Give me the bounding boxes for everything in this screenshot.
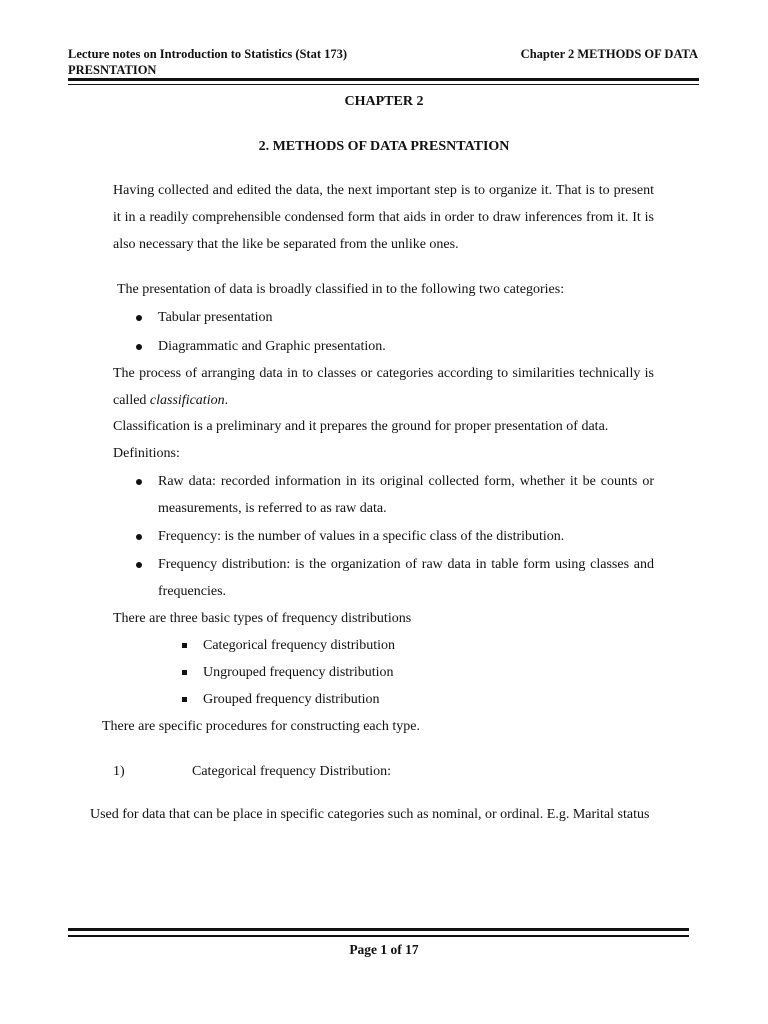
square-bullet-icon [182, 670, 187, 675]
bullet-icon [136, 344, 142, 350]
category-item: Tabular presentation [158, 310, 273, 325]
page-number: Page 1 of 17 [349, 942, 419, 957]
footer-rule-thin [68, 935, 689, 937]
header-rule-thick [68, 78, 699, 81]
definitions-label: Definitions: [113, 446, 180, 461]
procedures-note: There are specific procedures for constructing each type. [102, 719, 420, 734]
type-item: Categorical frequency distribution [203, 638, 396, 653]
bullet-icon [136, 479, 142, 485]
definition-item: Frequency distribution: is the organization of raw data in table form using classes and frequencies. [158, 557, 654, 599]
header-chapter-title: Chapter 2 METHODS OF DATA [520, 47, 698, 61]
classification-term: classification [149, 393, 225, 408]
header-course-title [68, 46, 398, 78]
classification-paragraph [113, 360, 654, 414]
header-rule-thin [68, 84, 699, 85]
header-left-line1: Lecture notes on Introduction to Statistics (Stat 173) [68, 47, 348, 61]
header-left-line2: PRESNTATION [68, 63, 157, 77]
type-item: Grouped frequency distribution [203, 692, 380, 707]
section-title: 2. METHODS OF DATA PRESNTATION [258, 139, 510, 154]
types-intro: There are three basic types of frequency distributions [113, 611, 412, 626]
square-bullet-icon [182, 697, 187, 702]
footer-rule-thick [68, 928, 689, 931]
usage-paragraph: Used for data that can be place in specific categories such as nominal, or ordinal. E.g. Marital status [90, 807, 650, 822]
categories-intro: The presentation of data is broadly classified in to the following two categories: [117, 282, 565, 297]
intro-paragraph: Having collected and edited the data, the next important step is to organize it. That is to present it in a readily comprehensible condensed form that aids in order to draw inferences from it. It is also necessary that the like be separated from the unlike ones. [113, 183, 654, 252]
definition-item: Frequency: is the number of values in a specific class of the distribution. [158, 529, 565, 544]
classification-note: Classification is a preliminary and it prepares the ground for proper presentation of data. [113, 419, 609, 434]
bullet-icon [136, 534, 142, 540]
bullet-icon [136, 562, 142, 568]
bullet-icon [136, 315, 142, 321]
subsection-title: Categorical frequency Distribution: [192, 764, 392, 779]
classification-text: The process of arranging data in to classes or categories according to similarities technically is called [113, 366, 654, 408]
definition-item: Raw data: recorded information in its original collected form, whether it be counts or measurements, is referred to as raw data. [158, 474, 654, 516]
subsection-number: 1) [113, 764, 125, 779]
category-item: Diagrammatic and Graphic presentation. [158, 339, 386, 354]
square-bullet-icon [182, 643, 187, 648]
chapter-label: CHAPTER 2 [344, 94, 424, 109]
classification-period: . [224, 393, 229, 408]
type-item: Ungrouped frequency distribution [203, 665, 394, 680]
